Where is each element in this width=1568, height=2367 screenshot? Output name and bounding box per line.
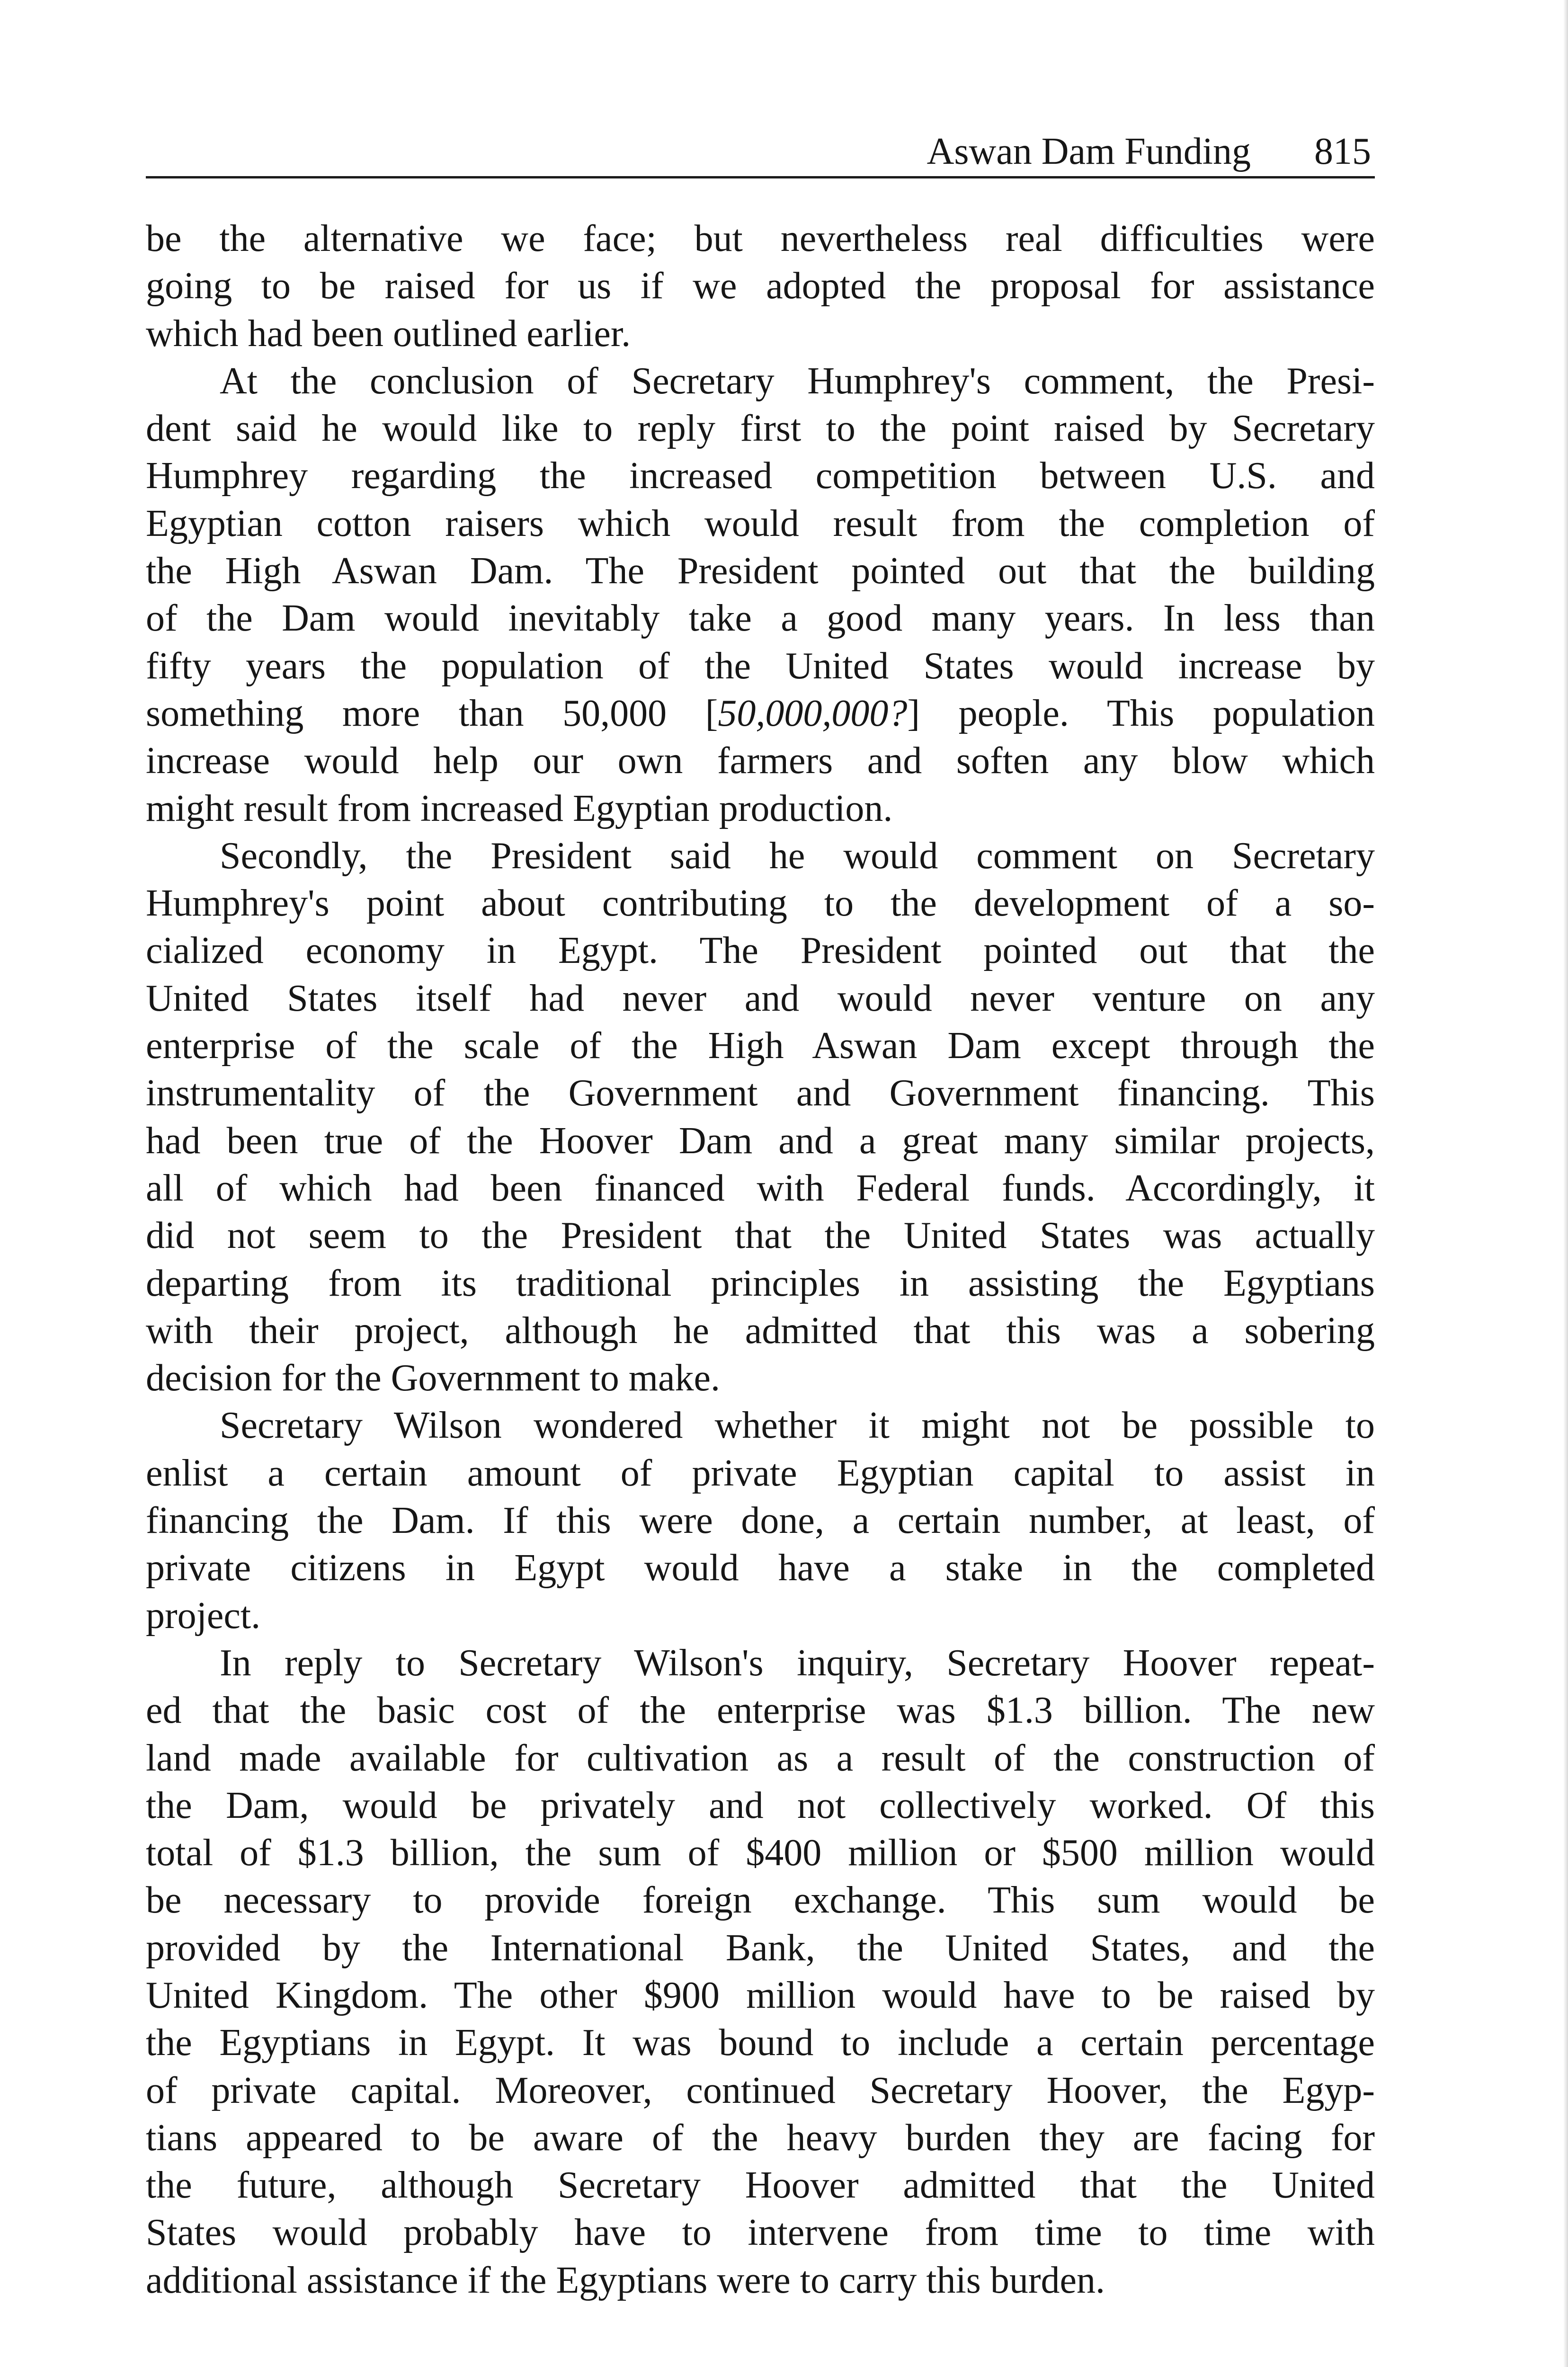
text-line: At the conclusion of Secretary Humphrey's comment, the Presi- [220,360,1375,402]
text-line: the future, although Secretary Hoover admitted that the United [146,2164,1375,2207]
text-line: States would probably have to intervene from time to time with [146,2212,1375,2254]
paragraph-2 [146,357,1375,832]
text-line: be necessary to provide foreign exchange. This sum would be [146,1879,1375,1922]
text-line: enlist a certain amount of private Egyptian capital to assist in [146,1452,1375,1494]
text-line: land made available for cultivation as a result of the construction of [146,1737,1375,1779]
text-line: enterprise of the scale of the High Aswan Dam except through the [146,1025,1375,1067]
text-line: had been true of the Hoover Dam and a great many similar projects, [146,1120,1375,1162]
text-line: might result from increased Egyptian production. [146,787,893,829]
paragraph-4 [146,1402,1375,1639]
text-line: private citizens in Egypt would have a stake in the completed [146,1547,1375,1589]
text-line-with-italic [146,690,1375,737]
text-line: Humphrey regarding the increased competition between U.S. and [146,455,1375,497]
text-line: ed that the basic cost of the enterprise was $1.3 billion. The new [146,1690,1375,1732]
text-line: increase would help our own farmers and soften any blow which [146,740,1375,782]
text-line: fifty years the population of the United States would increase by [146,645,1375,687]
text-line: Secondly, the President said he would comment on Secretary [220,835,1375,877]
running-header [146,124,1375,178]
text-line: Egyptian cotton raisers which would result from the completion of [146,502,1375,544]
text-line: tians appeared to be aware of the heavy burden they are facing for [146,2117,1375,2159]
paragraph-3 [146,832,1375,1402]
text-line: departing from its traditional principles in assisting the Egyptians [146,1262,1375,1304]
text-line: with their project, although he admitted that this was a sobering [146,1309,1375,1352]
text-line: the Egyptians in Egypt. It was bound to include a certain percentage [146,2022,1375,2064]
text-line: decision for the Government to make. [146,1357,720,1399]
text-line: Secretary Wilson wondered whether it might not be possible to [220,1405,1375,1447]
text-line: additional assistance if the Egyptians were to carry this burden. [146,2259,1105,2301]
text-line: cialized economy in Egypt. The President pointed out that the [146,930,1375,972]
text-line: United Kingdom. The other $900 million would have to be raised by [146,1974,1375,2016]
page-edge-shadow [1563,0,1568,2367]
running-title: Aswan Dam Funding [927,131,1251,172]
text-line: total of $1.3 billion, the sum of $400 million or $500 million would [146,1832,1375,1874]
text-segment: ] people. This population [907,692,1375,734]
text-line: all of which had been financed with Federal funds. Accordingly, it [146,1167,1375,1209]
text-line: instrumentality of the Government and Government financing. This [146,1072,1375,1114]
text-line: Humphrey's point about contributing to the development of a so- [146,882,1375,925]
text-line: be the alternative we face; but nevertheless real difficulties were [146,218,1375,259]
paragraph-1 [146,215,1375,357]
text-line: of private capital. Moreover, continued Secretary Hoover, the Egyp- [146,2069,1375,2111]
text-line: did not seem to the President that the United States was actually [146,1215,1375,1257]
text-line: the High Aswan Dam. The President pointed out that the building [146,550,1375,592]
text-line: financing the Dam. If this were done, a certain number, at least, of [146,1500,1375,1542]
italic-correction: 50,000,000? [718,692,908,734]
body-text [146,215,1375,2304]
text-line: of the Dam would inevitably take a good many years. In less than [146,597,1375,640]
text-line: project. [146,1594,261,1637]
text-line: provided by the International Bank, the United States, and the [146,1927,1375,1969]
text-line: going to be raised for us if we adopted the proposal for assistance [146,265,1375,307]
text-line: United States itself had never and would never venture on any [146,977,1375,1019]
text-line: In reply to Secretary Wilson's inquiry, Secretary Hoover repeat- [220,1642,1375,1684]
text-line: dent said he would like to reply first to the point raised by Secretary [146,408,1375,450]
page-number: 815 [1314,131,1371,172]
text-line: the Dam, would be privately and not collectively worked. Of this [146,1784,1375,1826]
text-segment: something more than 50,000 [ [146,692,718,734]
text-line: which had been outlined earlier. [146,312,631,355]
paragraph-5 [146,1639,1375,2304]
